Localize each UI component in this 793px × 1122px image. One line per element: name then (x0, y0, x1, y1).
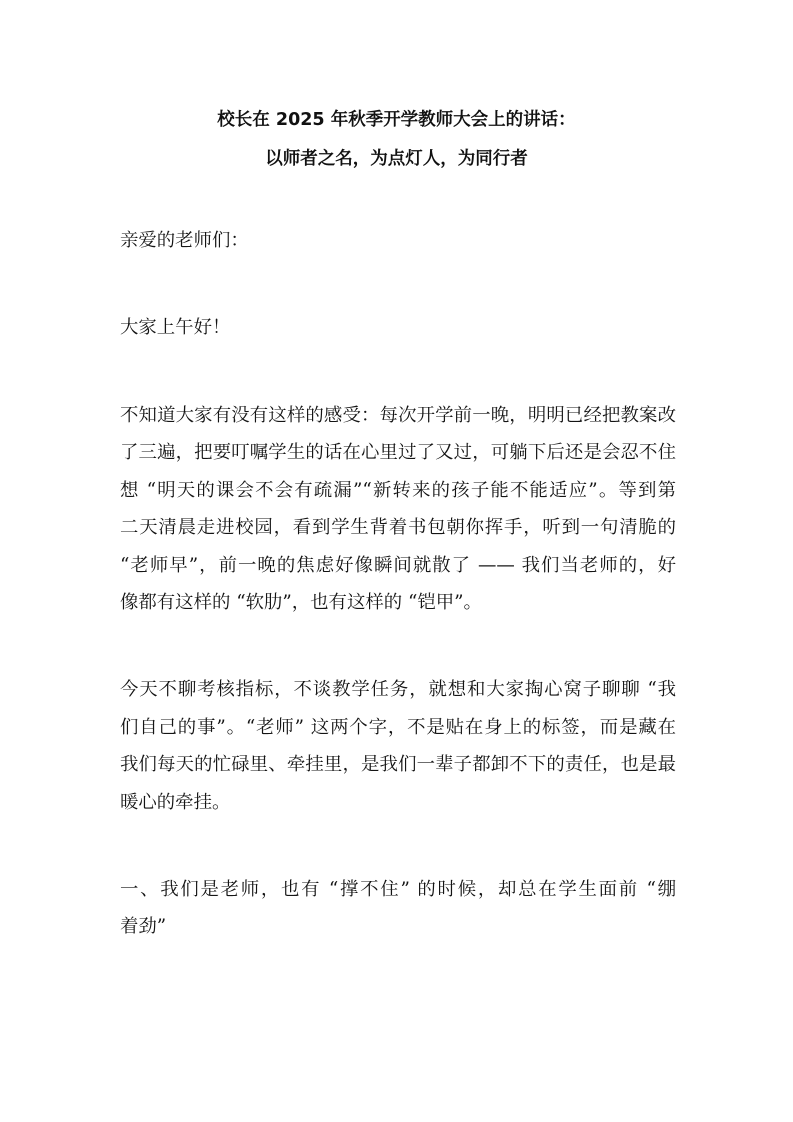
section-heading-line-2: 着劲” (120, 916, 167, 937)
speech-title: 校长在 2025 年秋季开学教师大会上的讲话： (217, 110, 576, 130)
paragraph-2-line-1: 今天不聊考核指标，不谈教学任务，就想和大家掏心窝子聊聊 “我 (120, 679, 676, 700)
section-heading-line-1: 一、我们是老师，也有 “撑不住” 的时候，却总在学生面前 “绷 (120, 879, 676, 900)
paragraph-2-line-4: 暖心的牵挂。 (120, 792, 231, 813)
paragraph-1-line-5: “老师早”，前一晚的焦虑好像瞬间就散了 —— 我们当老师的，好 (120, 555, 676, 576)
paragraph-2-line-3: 我们每天的忙碌里、牵挂里，是我们一辈子都卸不下的责任，也是最 (120, 754, 676, 775)
paragraph-1-line-1: 不知道大家有没有这样的感受：每次开学前一晚，明明已经把教案改 (120, 405, 676, 426)
paragraph-1-line-6: 像都有这样的 “软肋”，也有这样的 “铠甲”。 (120, 592, 482, 613)
salutation: 亲爱的老师们： (120, 230, 249, 251)
speech-subtitle: 以师者之名，为点灯人，为同行者 (265, 149, 528, 169)
paragraph-1-line-4: 二天清晨走进校园，看到学生背着书包朝你挥手，听到一句清脆的 (120, 517, 676, 538)
paragraph-2-line-2: 们自己的事”。“老师” 这两个字，不是贴在身上的标签，而是藏在 (120, 717, 676, 738)
paragraph-1-line-3: 想 “明天的课会不会有疏漏”“新转来的孩子能不能适应”。等到第 (120, 480, 676, 501)
paragraph-1-line-2: 了三遍，把要叮嘱学生的话在心里过了又过，可躺下后还是会忍不住 (120, 442, 676, 463)
greeting: 大家上午好！ (120, 317, 231, 338)
